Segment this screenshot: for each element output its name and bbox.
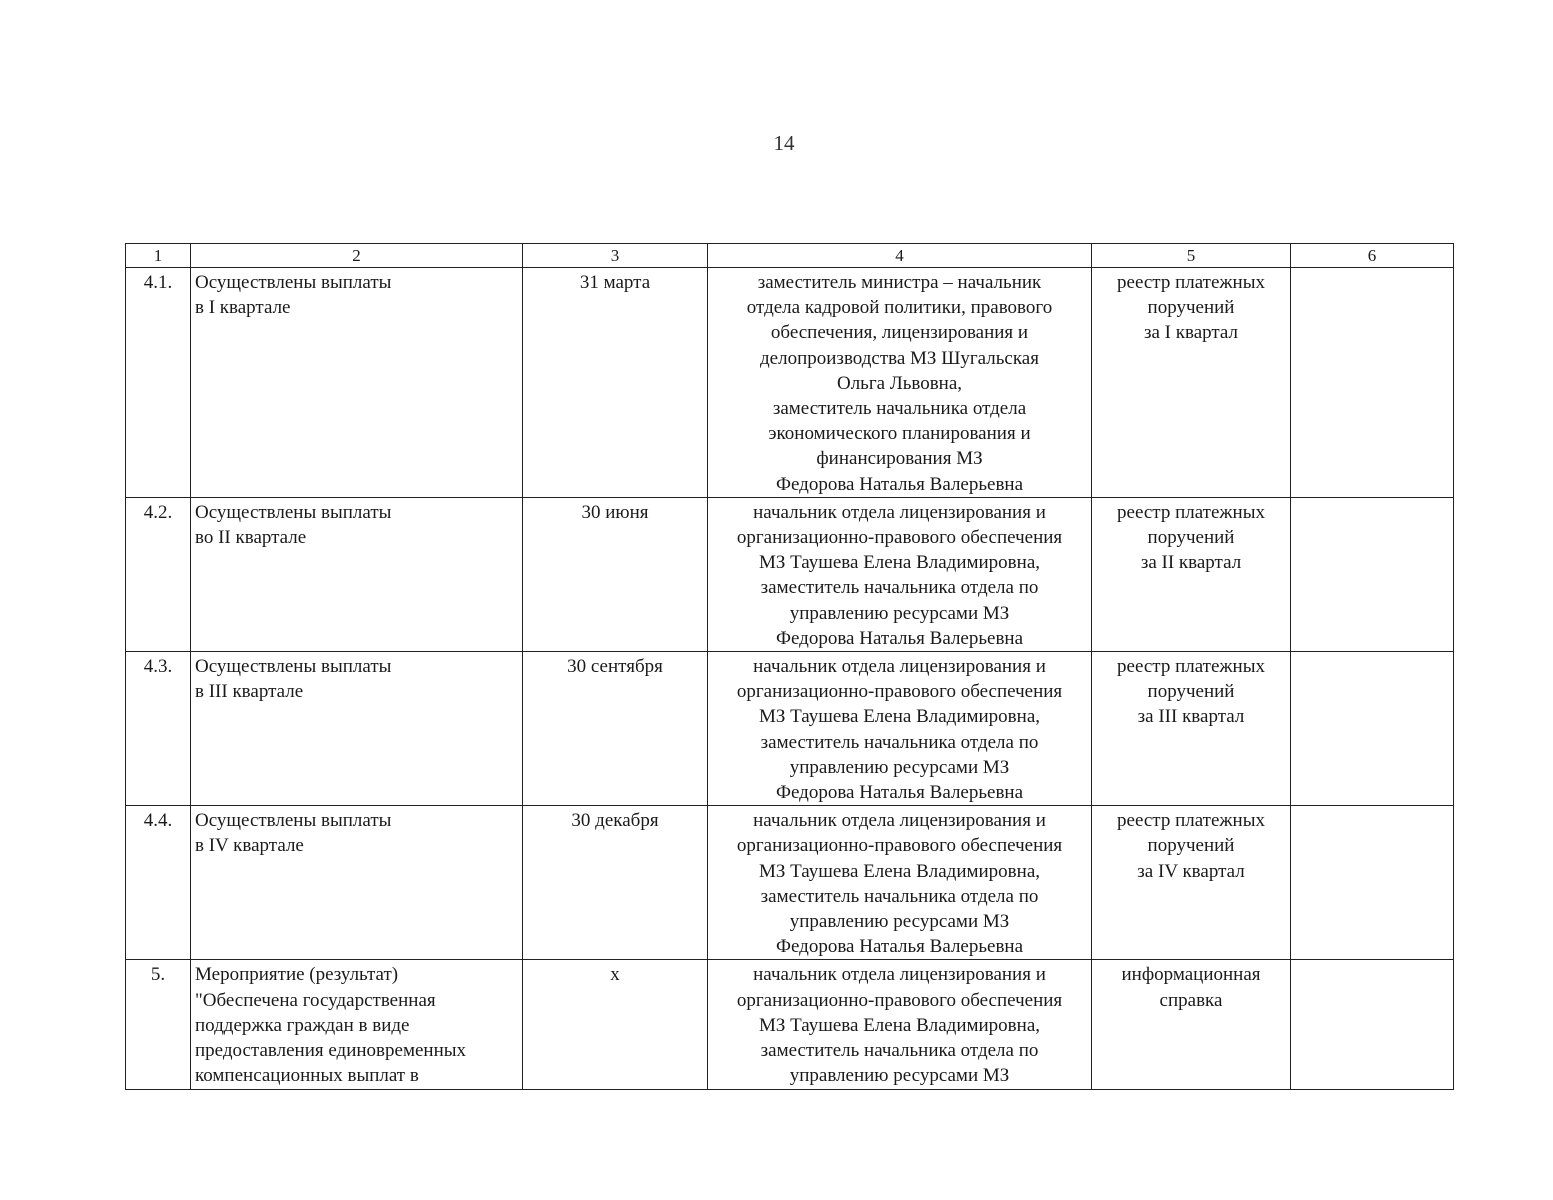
column-header: 3 <box>523 244 708 268</box>
note-cell <box>1291 268 1454 498</box>
event-name-line: поддержка граждан в виде <box>195 1014 410 1036</box>
note-cell <box>1291 960 1454 1089</box>
table-row <box>126 497 1454 651</box>
responsible-line: организационно-правового обеспечения <box>736 835 1063 857</box>
responsible-line: заместитель министра – начальник <box>757 272 1042 293</box>
responsible-line: отдела кадровой политики, правового <box>746 297 1053 319</box>
document-cell <box>1092 268 1291 498</box>
document-cell <box>1092 652 1291 806</box>
column-header: 1 <box>126 244 191 268</box>
responsible-line: МЗ Таушева Елена Владимировна, <box>758 552 1041 574</box>
document-line: поручений <box>1147 297 1235 319</box>
page-number: 14 <box>773 131 795 155</box>
deadline-cell: 30 декабря <box>523 806 708 960</box>
deadline-cell: х <box>523 960 708 1089</box>
responsible-line: начальник отдела лицензирования и <box>753 501 1046 523</box>
responsible-line: начальник отдела лицензирования и <box>753 656 1046 678</box>
event-name-cell <box>191 806 523 960</box>
table-row <box>126 652 1454 806</box>
responsible-cell <box>708 652 1092 806</box>
event-name-line: в I квартале <box>195 297 291 319</box>
responsible-line: управлению ресурсами МЗ <box>789 602 1010 624</box>
table-row <box>126 960 1454 1089</box>
column-header: 5 <box>1092 244 1291 268</box>
responsible-line: заместитель начальника отдела по <box>760 1040 1039 1062</box>
column-header: 6 <box>1291 244 1454 268</box>
document-line: поручений <box>1147 835 1235 857</box>
responsible-line: Ольга Львовна, <box>836 372 963 394</box>
responsible-line: МЗ Таушева Елена Владимировна, <box>758 706 1041 728</box>
responsible-line: экономического планирования и <box>768 423 1031 445</box>
note-cell <box>1291 652 1454 806</box>
document-line: за IV квартал <box>1137 860 1245 882</box>
responsible-line: обеспечения, лицензирования и <box>770 322 1029 344</box>
table-row <box>126 806 1454 960</box>
document-line: за II квартал <box>1140 552 1242 574</box>
responsible-line: заместитель начальника отдела по <box>760 731 1039 753</box>
document-cell <box>1092 960 1291 1089</box>
responsible-line: заместитель начальника отдела <box>772 398 1027 420</box>
document-line: справка <box>1159 989 1223 1011</box>
responsible-line: МЗ Таушева Елена Владимировна, <box>758 1014 1041 1036</box>
event-name-line: Осуществлены выплаты <box>195 272 392 293</box>
deadline-cell: 30 сентября <box>523 652 708 806</box>
responsible-line: Федорова Наталья Валерьевна <box>775 936 1024 958</box>
column-number-row <box>126 244 1454 268</box>
event-name-line: предоставления единовременных <box>195 1040 467 1062</box>
document-line: поручений <box>1147 527 1235 549</box>
responsible-line: управлению ресурсами МЗ <box>789 756 1010 778</box>
responsible-line: организационно-правового обеспечения <box>736 989 1063 1011</box>
document-cell <box>1092 806 1291 960</box>
responsible-line: организационно-правового обеспечения <box>736 527 1063 549</box>
row-number: 4.4. <box>126 806 191 960</box>
table-row <box>126 268 1454 498</box>
plan-table <box>125 243 1454 1090</box>
event-name-cell <box>191 652 523 806</box>
responsible-line: организационно-правового обеспечения <box>736 681 1063 703</box>
document-line: реестр платежных <box>1117 272 1265 293</box>
responsible-line: делопроизводства МЗ Шугальская <box>760 347 1039 369</box>
event-name-cell <box>191 497 523 651</box>
responsible-line: начальник отдела лицензирования и <box>753 964 1046 986</box>
row-number: 5. <box>126 960 191 1089</box>
responsible-line: Федорова Наталья Валерьевна <box>775 473 1024 495</box>
document-line: за I квартал <box>1143 322 1239 344</box>
responsible-line: начальник отдела лицензирования и <box>753 810 1046 832</box>
document-line: реестр платежных <box>1117 501 1265 523</box>
event-name-line: "Обеспечена государственная <box>195 989 436 1011</box>
responsible-cell <box>708 960 1092 1089</box>
deadline-cell: 31 марта <box>523 268 708 498</box>
responsible-line: МЗ Таушева Елена Владимировна, <box>758 860 1041 882</box>
note-cell <box>1291 806 1454 960</box>
document-line: поручений <box>1147 681 1235 703</box>
row-number: 4.2. <box>126 497 191 651</box>
responsible-line: управлению ресурсами МЗ <box>789 1065 1010 1087</box>
responsible-line: управлению ресурсами МЗ <box>789 911 1010 933</box>
document-line: реестр платежных <box>1117 810 1265 832</box>
document-cell <box>1092 497 1291 651</box>
responsible-line: Федорова Наталья Валерьевна <box>775 627 1024 649</box>
event-name-cell <box>191 960 523 1089</box>
column-header: 2 <box>191 244 523 268</box>
responsible-line: Федорова Наталья Валерьевна <box>775 782 1024 804</box>
event-name-line: Осуществлены выплаты <box>195 501 392 523</box>
row-number: 4.3. <box>126 652 191 806</box>
document-line: за III квартал <box>1137 706 1245 728</box>
note-cell <box>1291 497 1454 651</box>
event-name-cell <box>191 268 523 498</box>
event-name-line: в III квартале <box>195 681 304 703</box>
row-number: 4.1. <box>126 268 191 498</box>
responsible-line: финансирования МЗ <box>816 448 983 470</box>
document-line: реестр платежных <box>1117 656 1265 678</box>
deadline-cell: 30 июня <box>523 497 708 651</box>
event-name-line: компенсационных выплат в <box>195 1065 419 1087</box>
event-name-line: Осуществлены выплаты <box>195 810 392 832</box>
event-name-line: Мероприятие (результат) <box>195 964 399 986</box>
event-name-line: во II квартале <box>195 527 307 549</box>
document-line: информационная <box>1121 964 1261 986</box>
event-name-line: в IV квартале <box>195 835 304 857</box>
responsible-cell <box>708 268 1092 498</box>
responsible-cell <box>708 806 1092 960</box>
responsible-line: заместитель начальника отдела по <box>760 577 1039 599</box>
responsible-line: заместитель начальника отдела по <box>760 885 1039 907</box>
event-name-line: Осуществлены выплаты <box>195 656 392 678</box>
responsible-cell <box>708 497 1092 651</box>
column-header: 4 <box>708 244 1092 268</box>
